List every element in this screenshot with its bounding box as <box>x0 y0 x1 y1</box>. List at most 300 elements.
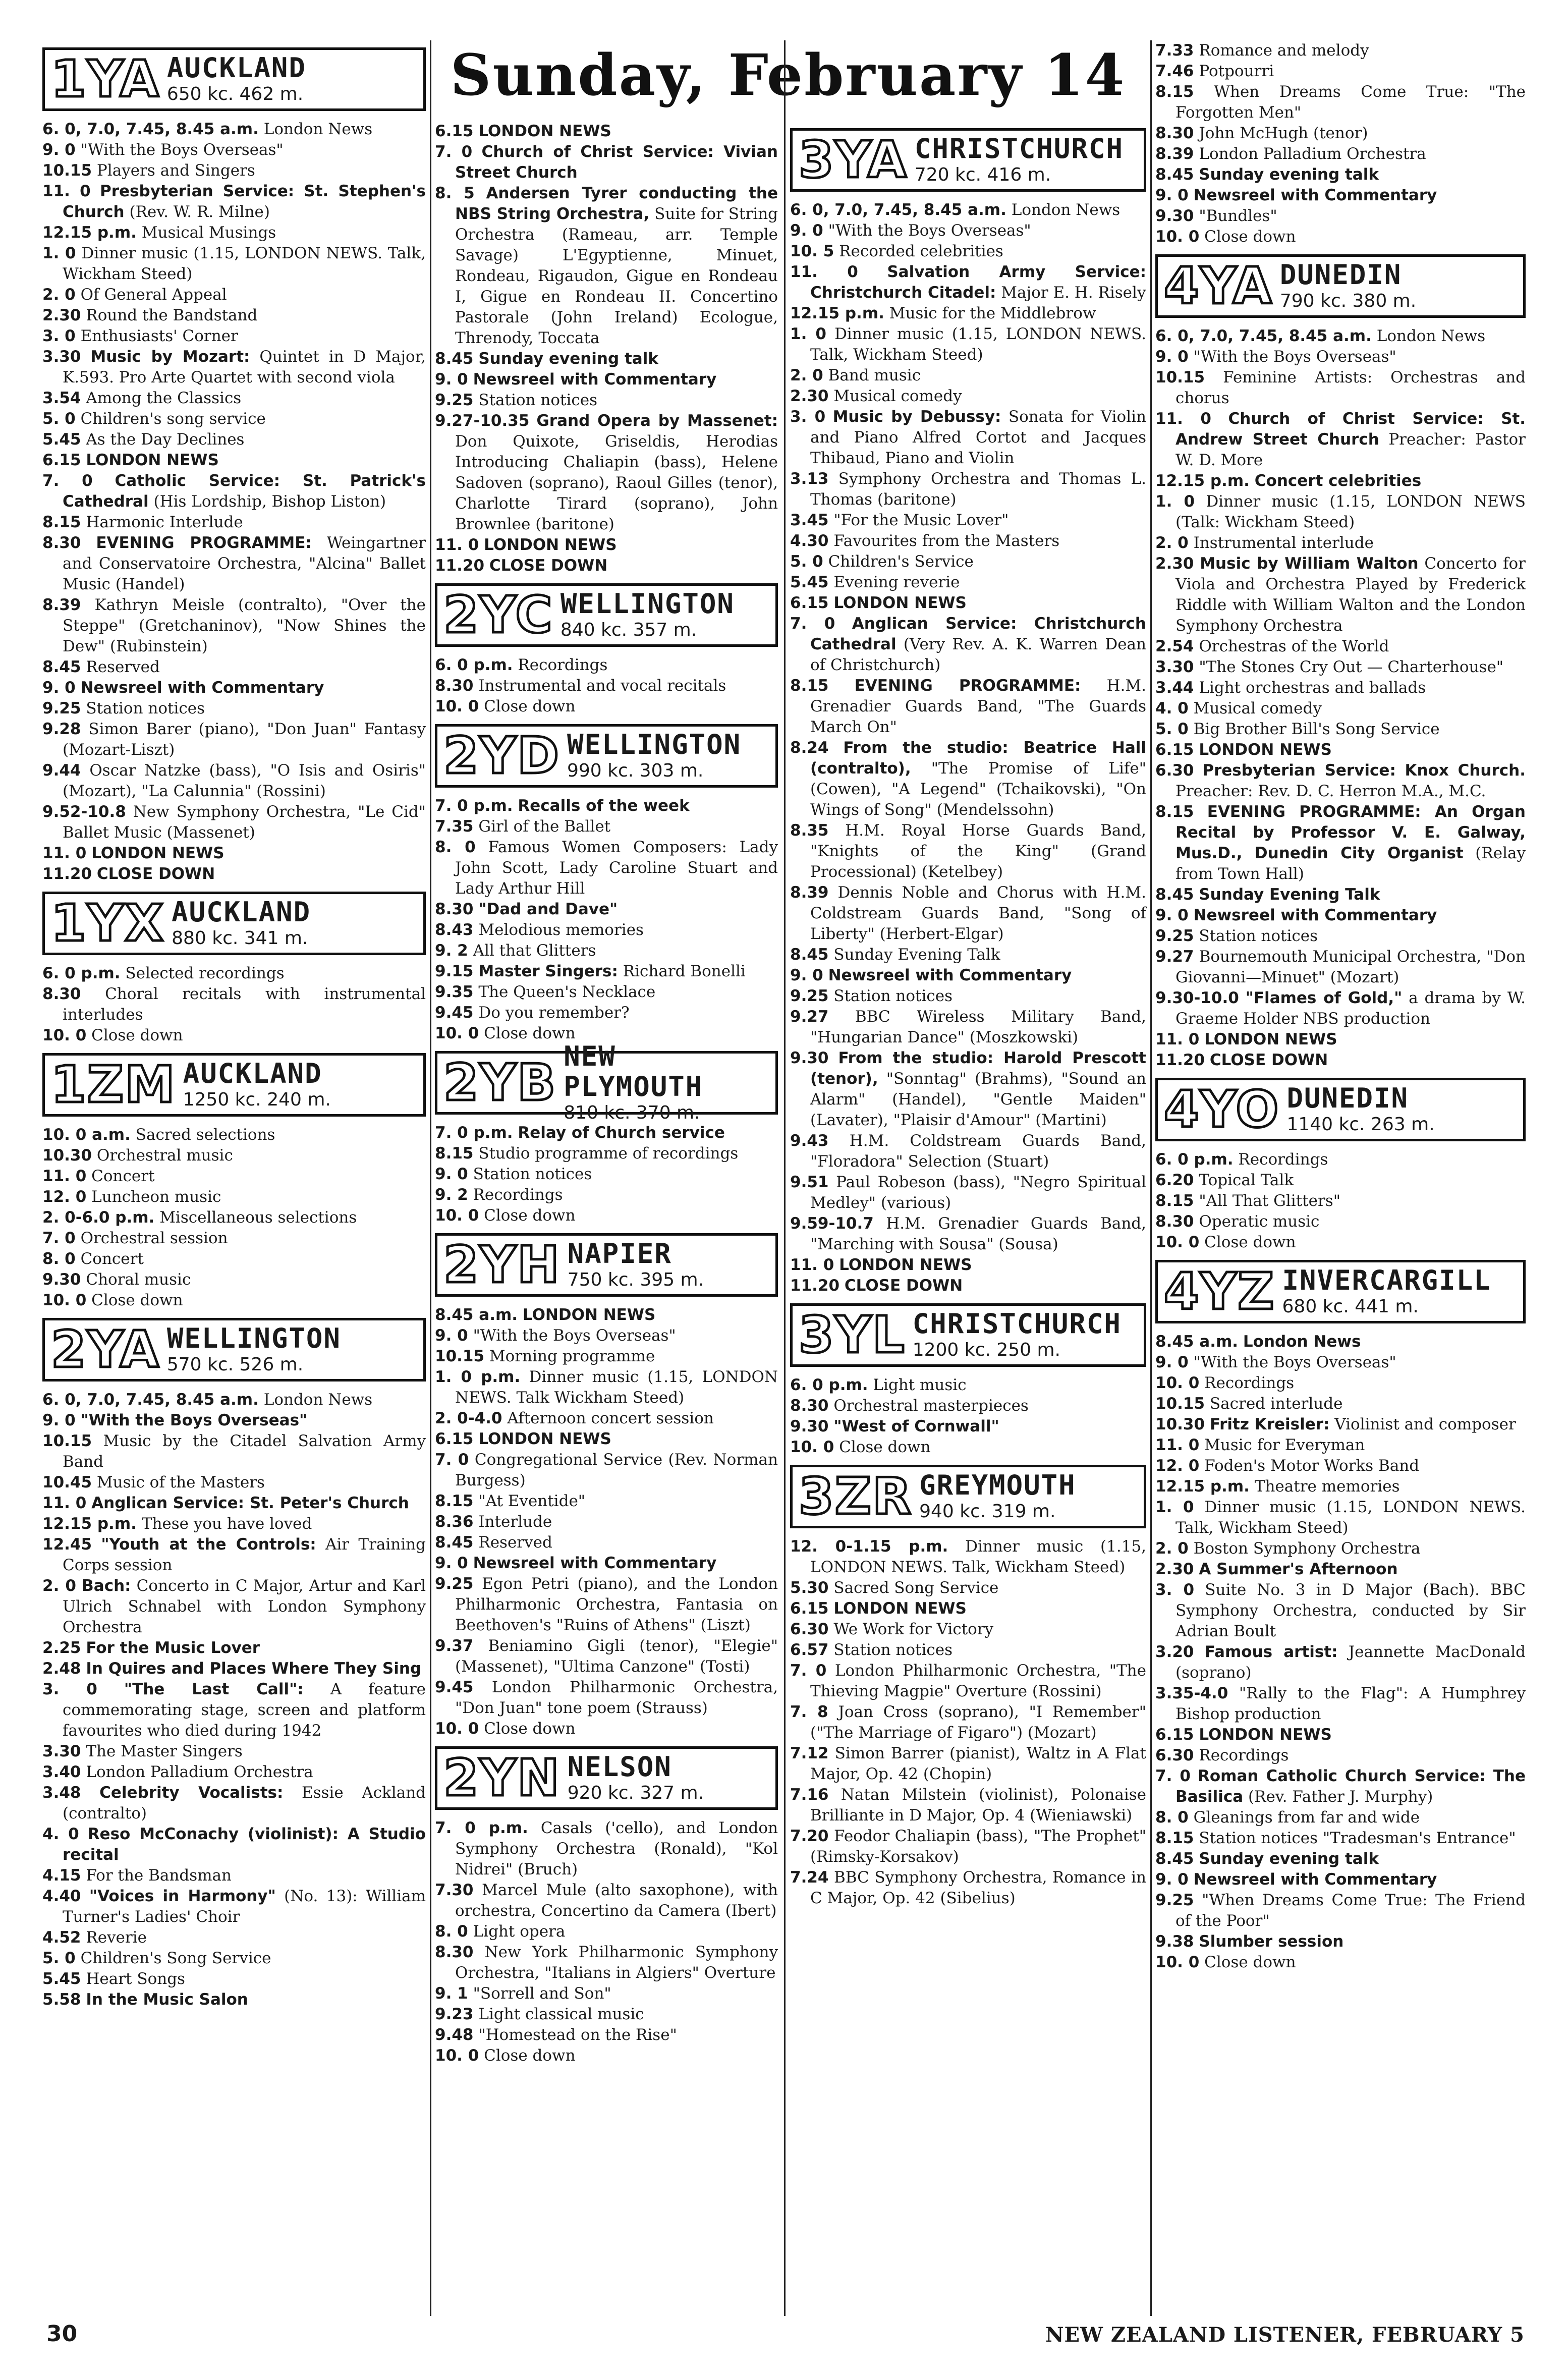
programme-item <box>42 802 426 843</box>
programme-item <box>790 572 1146 593</box>
programme-description: Quintet in D Major, K.593. Pro Arte Quartet with second viola <box>63 348 426 386</box>
programme-time: 9. 0 <box>42 141 76 159</box>
programme-time: 10. 0 <box>435 1720 479 1738</box>
programme-item <box>1155 123 1526 144</box>
programme-description: Close down <box>484 697 576 715</box>
programme-list <box>42 963 426 1046</box>
station-identity <box>913 1309 1138 1361</box>
programme-description: Close down <box>1204 1953 1296 1971</box>
programme-time: 10. 0 <box>435 1024 479 1042</box>
programme-description: Station notices <box>833 1641 953 1659</box>
station-identity <box>1286 1083 1517 1136</box>
station-section <box>1155 1078 1526 1253</box>
programme-description: Light opera <box>473 1922 566 1941</box>
programme-item <box>42 1576 426 1638</box>
programme-item <box>1155 760 1526 802</box>
programme-highlight: Sunday evening talk <box>1199 1850 1379 1868</box>
programme-description: Children's Song Service <box>80 1949 271 1967</box>
programme-highlight: Master Singers: <box>478 962 618 980</box>
programme-description: The Master Singers <box>86 1742 243 1760</box>
programme-highlight: EVENING PROGRAMME: An Organ Recital by Professor V. E. Galway, Mus.D., Dunedin City Organist <box>1175 803 1526 862</box>
programme-time: 6. 0 p.m. <box>790 1376 868 1394</box>
programme-description: H.M. Grenadier Guards Band, "Marching with Sousa" (Sousa) <box>810 1214 1146 1253</box>
station-identity <box>561 589 769 641</box>
programme-item <box>435 390 778 411</box>
programme-description: Close down <box>484 1720 576 1738</box>
station-identity <box>167 1323 417 1376</box>
station-header <box>435 1233 778 1297</box>
programme-highlight: "The Last Call": <box>124 1680 304 1698</box>
programme-time: 8.39 <box>1155 145 1194 163</box>
programme-highlight: CLOSE DOWN <box>1209 1051 1328 1069</box>
programme-time: 2. 0 <box>1155 534 1189 552</box>
station-section <box>435 121 778 576</box>
programme-item <box>1155 1931 1526 1952</box>
programme-time: 10. 0 <box>1155 1233 1200 1251</box>
station-city: DUNEDIN <box>1286 1082 1409 1114</box>
programme-time: 10. 0 <box>435 697 479 715</box>
programme-time: 7.20 <box>790 1827 829 1845</box>
publication-credit: NEW ZEALAND LISTENER, FEBRUARY 5 <box>1045 2323 1525 2347</box>
programme-time: 7.24 <box>790 1868 829 1887</box>
programme-description: H.M. Coldstream Guards Band, "Floradora" Selection (Stuart) <box>810 1132 1146 1171</box>
programme-time: 12. 0-1.15 p.m. <box>790 1537 948 1556</box>
programme-item <box>1155 1538 1526 1559</box>
programme-highlight: LONDON NEWS <box>1199 741 1332 759</box>
programme-time: 7. 8 <box>790 1703 828 1721</box>
programme-time: 9.25 <box>435 1575 474 1593</box>
programme-item <box>1155 1683 1526 1725</box>
programme-time: 2. 0 <box>1155 1539 1189 1558</box>
programme-item <box>435 1164 778 1185</box>
programme-description: Kathryn Meisle (contralto), "Over the Steppe" (Gretchaninov), "Now Shines the Dew" (Rubinstein) <box>63 596 426 655</box>
programme-description: (Rev. W. R. Milne) <box>129 203 270 221</box>
station-section <box>1155 40 1526 247</box>
programme-item <box>42 1638 426 1659</box>
programme-highlight: LONDON NEWS <box>833 594 967 612</box>
programme-description: Oscar Natzke (bass), "O Isis and Osiris" (Mozart), "La Calunnia" (Rossini) <box>63 761 426 800</box>
programme-time: 8.15 <box>435 1492 474 1510</box>
programme-item <box>1155 40 1526 61</box>
programme-time: 7. 0 <box>435 1451 469 1469</box>
programme-list <box>790 200 1146 1296</box>
programme-item <box>435 183 778 349</box>
programme-description: Paul Robeson (bass), "Negro Spiritual Medley" (various) <box>810 1173 1146 1212</box>
programme-highlight: Catholic Service: St. Patrick's Cathedral <box>63 472 426 511</box>
station-section <box>1155 1260 1526 1973</box>
programme-highlight: "Dad and Dave" <box>478 900 618 918</box>
programme-description: Big Brother Bill's Song Service <box>1193 720 1440 738</box>
programme-item <box>42 1514 426 1534</box>
programme-item <box>1155 367 1526 409</box>
programme-item <box>1155 227 1526 247</box>
programme-description: "With the Boys Overseas" <box>1193 1353 1396 1371</box>
programme-description: Dennis Noble and Chorus with H.M. Coldstream Guards Band, "Song of Liberty" (Herbert-Elgar) <box>810 883 1146 943</box>
programme-item <box>1155 1456 1526 1476</box>
programme-description: Round the Bandstand <box>86 306 258 324</box>
programme-item <box>790 220 1146 241</box>
programme-time: 3.30 <box>1155 658 1194 676</box>
station-section <box>1155 254 1526 1071</box>
programme-item <box>435 2046 778 2066</box>
programme-description: Orchestral session <box>80 1229 228 1247</box>
programme-description: Major E. H. Risely <box>1001 284 1146 302</box>
programme-item <box>435 816 778 837</box>
programme-description: Afternoon concert session <box>507 1409 714 1427</box>
station-identity <box>172 897 417 950</box>
programme-description: Close down <box>484 1024 576 1042</box>
programme-description: London Philharmonic Orchestra, "The Thieving Magpie" Overture (Rossini) <box>810 1662 1146 1700</box>
programme-item <box>435 2025 778 2046</box>
programme-description: Close down <box>484 1206 576 1225</box>
programme-item <box>790 1826 1146 1867</box>
programme-time: 3.40 <box>42 1763 81 1781</box>
programme-time: 2.54 <box>1155 637 1194 655</box>
programme-description: Station notices <box>86 699 205 717</box>
page-title: Sunday, February 14 <box>450 42 1126 108</box>
station-identity <box>915 134 1138 186</box>
programme-item <box>790 1276 1146 1296</box>
programme-time: 11.20 <box>435 557 485 575</box>
programme-time: 7. 0 <box>790 615 835 633</box>
programme-highlight: Presbyterian Service: St. Stephen's Church <box>63 182 426 221</box>
programme-time: 7. 0 p.m. <box>435 1819 528 1837</box>
programme-time: 9.52-10.8 <box>42 803 126 821</box>
programme-description: Sacred Song Service <box>833 1579 999 1597</box>
programme-item <box>42 698 426 719</box>
programme-time: 9. 0 <box>1155 906 1189 924</box>
programme-description: Instrumental and vocal recitals <box>478 677 726 695</box>
programme-time: 3.48 <box>42 1784 81 1802</box>
programme-description: Musical comedy <box>833 387 962 405</box>
programme-time: 8.15 <box>1155 83 1194 101</box>
programme-item <box>435 676 778 696</box>
programme-time: 6.15 <box>42 451 81 469</box>
programme-description: Music of the Masters <box>96 1473 265 1491</box>
programme-description: Enthusiasts' Corner <box>80 327 238 345</box>
programme-highlight: In Quires and Places Where They Sing <box>86 1660 422 1678</box>
programme-item <box>435 2004 778 2025</box>
programme-description: Concerto for Viola and Orchestra Played by Frederick Riddle with William Walton and the London Symphony Orchestra <box>1175 555 1526 635</box>
programme-item <box>42 864 426 885</box>
programme-time: 3.30 <box>42 1742 81 1760</box>
programme-description: Recordings <box>1238 1150 1328 1169</box>
programme-highlight: Relay of Church service <box>518 1124 725 1142</box>
programme-item <box>435 411 778 535</box>
programme-description: Famous Women Composers: Lady John Scott, Lady Caroline Stuart and Lady Arthur Hill <box>455 838 778 898</box>
station-callsign: 2YN <box>443 1748 561 1807</box>
programme-time: 8. 0 <box>435 838 476 856</box>
programme-time: 2. 0 <box>42 286 76 304</box>
programme-item <box>1155 1476 1526 1497</box>
programme-description: Miscellaneous selections <box>159 1208 357 1227</box>
programme-description: New Symphony Orchestra, "Le Cid" Ballet Music (Massenet) <box>63 803 426 842</box>
programme-description: (Rev. Father J. Murphy) <box>1248 1788 1433 1806</box>
programme-description: A feature commemorating stage, screen and platform favourites who died during 1942 <box>63 1680 426 1740</box>
programme-highlight: "Voices in Harmony" <box>89 1887 276 1905</box>
station-city: CHRISTCHURCH <box>914 133 1124 164</box>
station-city: NEW PLYMOUTH <box>564 1040 703 1102</box>
programme-item <box>42 1679 426 1741</box>
programme-item <box>435 1532 778 1553</box>
programme-item <box>42 243 426 285</box>
station-identity <box>568 1752 769 1804</box>
programme-description: London News <box>263 120 373 138</box>
programme-time: 6. 0, 7.0, 7.45, 8.45 a.m. <box>790 201 1006 219</box>
programme-item <box>435 1123 778 1143</box>
programme-time: 2.48 <box>42 1660 81 1678</box>
programme-item <box>1155 1580 1526 1642</box>
programme-item <box>790 676 1146 738</box>
programme-item <box>435 1408 778 1429</box>
programme-item <box>1155 1029 1526 1050</box>
programme-item <box>790 738 1146 820</box>
programme-item <box>790 510 1146 531</box>
programme-time: 11. 0 <box>435 536 479 554</box>
station-city: WELLINGTON <box>567 729 742 760</box>
programme-description: Dinner music (1.15, LONDON NEWS. Talk, Wickham Steed) <box>810 325 1146 364</box>
programme-highlight: Grand Opera by Massenet: <box>536 412 778 430</box>
programme-item <box>790 324 1146 365</box>
programme-description: "With the Boys Overseas" <box>473 1326 676 1345</box>
programme-highlight: Music by Mozart: <box>90 348 250 366</box>
programme-time: 9.30 <box>42 1270 81 1289</box>
programme-item <box>1155 1725 1526 1745</box>
programme-item <box>1155 1414 1526 1435</box>
station-header <box>42 1318 426 1381</box>
programme-time: 1. 0 p.m. <box>435 1368 521 1386</box>
programme-time: 1. 0 <box>1155 1498 1194 1516</box>
programme-time: 12. 0 <box>1155 1457 1200 1475</box>
programme-list <box>435 796 778 1044</box>
programme-time: 6.15 <box>790 594 829 612</box>
programme-time: 2.30 <box>42 306 81 324</box>
programme-item <box>1155 185 1526 206</box>
station-header <box>790 1465 1146 1528</box>
programme-description: Theatre memories <box>1254 1477 1400 1496</box>
programme-description: Close down <box>91 1291 183 1309</box>
programme-highlight: LONDON NEWS <box>1204 1030 1337 1048</box>
programme-item <box>790 593 1146 614</box>
programme-item <box>435 1983 778 2004</box>
station-frequency: 1250 kc. 240 m. <box>183 1089 331 1110</box>
station-section <box>790 1465 1146 1909</box>
programme-time: 8.15 <box>1155 803 1194 821</box>
programme-description: Foden's Motor Works Band <box>1204 1457 1420 1475</box>
programme-item <box>42 1472 426 1493</box>
programme-time: 4. 0 <box>42 1825 79 1843</box>
programme-description: Feodor Chaliapin (bass), "The Prophet" (Rimsky-Korsakov) <box>810 1827 1146 1866</box>
programme-item <box>42 1989 426 2010</box>
programme-list <box>42 1390 426 2010</box>
programme-item <box>42 1927 426 1948</box>
station-city: AUCKLAND <box>183 1058 322 1089</box>
programme-item <box>1155 1232 1526 1253</box>
programme-item <box>1155 1745 1526 1766</box>
programme-time: 8.30 <box>435 1943 474 1961</box>
programme-item <box>1155 947 1526 988</box>
programme-time: 11.20 <box>42 865 92 883</box>
station-frequency: 880 kc. 341 m. <box>172 928 308 949</box>
programme-list <box>1155 1332 1526 1973</box>
programme-description: Music for Everyman <box>1204 1436 1365 1454</box>
programme-time: 8.45 <box>435 350 474 368</box>
programme-item <box>42 1741 426 1762</box>
programme-item <box>42 450 426 471</box>
programme-time: 10. 0 <box>42 1026 87 1044</box>
programme-time: 8.39 <box>42 596 81 614</box>
programme-highlight: LONDON NEWS <box>478 122 611 140</box>
programme-time: 9. 0 <box>1155 1353 1189 1371</box>
programme-item <box>42 429 426 450</box>
programme-time: 11. 0 <box>1155 1030 1200 1048</box>
programme-item <box>42 678 426 698</box>
programme-item <box>1155 988 1526 1029</box>
programme-highlight: LONDON NEWS <box>86 451 219 469</box>
programme-highlight: Church of Christ Service: St. Andrew Street Church <box>1175 410 1526 449</box>
programme-time: 8.15 <box>42 513 81 531</box>
station-callsign: 2YH <box>443 1235 561 1294</box>
programme-highlight: Sunday evening talk <box>1199 165 1379 184</box>
programme-description: Luncheon music <box>91 1188 221 1206</box>
programme-item <box>435 1205 778 1226</box>
programme-highlight: Recalls of the week <box>518 797 690 815</box>
programme-time: 9. 0 <box>435 370 468 389</box>
programme-time: 8.35 <box>790 821 829 840</box>
station-city: GREYMOUTH <box>919 1469 1076 1501</box>
programme-description: Dinner music (1.15, LONDON NEWS. Talk, Wickham Steed) <box>1175 1498 1526 1537</box>
programme-description: Dinner music (1.15, LONDON NEWS. Talk, Wickham Steed) <box>63 244 426 283</box>
station-header <box>42 47 426 111</box>
programme-description: Evening reverie <box>833 573 960 591</box>
programme-item <box>1155 1332 1526 1352</box>
programme-item <box>1155 326 1526 347</box>
programme-item <box>42 1187 426 1207</box>
programme-description: Sacred selections <box>135 1126 275 1144</box>
programme-item <box>42 1762 426 1783</box>
programme-time: 10.15 <box>1155 1395 1205 1413</box>
programme-time: 9.30 <box>790 1417 829 1435</box>
programme-time: 9.37 <box>435 1637 474 1655</box>
programme-item <box>1155 905 1526 926</box>
programme-time: 9.25 <box>42 699 81 717</box>
programme-time: 9.48 <box>435 2026 474 2044</box>
programme-time: 5.45 <box>790 573 829 591</box>
programme-time: 3. 0 <box>1155 1581 1195 1599</box>
programme-time: 9.25 <box>435 391 474 409</box>
programme-description: Heart Songs <box>86 1970 185 1988</box>
programme-time: 8.39 <box>790 883 829 902</box>
programme-description: "When Dreams Come True: The Friend of the Poor" <box>1175 1891 1526 1930</box>
programme-item <box>1155 61 1526 82</box>
programme-time: 10. 0 <box>435 2047 479 2065</box>
station-callsign: 1YA <box>51 49 160 108</box>
programme-item <box>1155 1497 1526 1538</box>
programme-time: 8. 0 <box>42 1250 76 1268</box>
programme-item <box>435 837 778 899</box>
programme-time: 9. 0 <box>435 1165 468 1183</box>
programme-highlight: Newsreel with Commentary <box>828 966 1072 984</box>
programme-item <box>42 1824 426 1865</box>
programme-highlight: For the Music Lover <box>86 1639 260 1657</box>
programme-item <box>435 1450 778 1491</box>
programme-item <box>435 796 778 816</box>
programme-item <box>790 1536 1146 1578</box>
programme-time: 7. 0 <box>435 143 473 161</box>
programme-description: Operatic music <box>1199 1212 1320 1231</box>
programme-description: Joan Cross (soprano), "I Remember" ("The Marriage of Figaro") (Mozart) <box>810 1703 1146 1742</box>
programme-time: 2.30 <box>1155 1560 1194 1578</box>
programme-time: 9. 1 <box>435 1984 468 2003</box>
programme-highlight: Slumber session <box>1199 1932 1344 1951</box>
programme-item <box>790 407 1146 469</box>
programme-description: Orchestral masterpieces <box>833 1397 1029 1415</box>
programme-list <box>435 121 778 576</box>
programme-description: Light classical music <box>478 2005 644 2023</box>
programme-description: Egon Petri (piano), and the London Philharmonic Orchestra, Fantasia on Beethoven's "Ruins of Athens" (Liszt) <box>455 1575 778 1634</box>
programme-highlight: Salvation Army Service: Christchurch Citadel: <box>810 263 1146 302</box>
programme-time: 6.15 <box>435 122 474 140</box>
programme-item <box>1155 1211 1526 1232</box>
programme-item <box>790 882 1146 945</box>
station-identity <box>1280 260 1517 312</box>
programme-item <box>435 1553 778 1574</box>
station-city: CHRISTCHURCH <box>912 1308 1122 1340</box>
programme-list <box>1155 40 1526 247</box>
programme-time: 8.45 <box>1155 165 1194 184</box>
programme-time: 2. 0 <box>42 1577 76 1595</box>
programme-description: Reserved <box>86 658 160 676</box>
programme-highlight: EVENING PROGRAMME: <box>854 677 1081 695</box>
programme-description: "Sorrell and Son" <box>473 1984 611 2003</box>
programme-time: 6. 0 p.m. <box>1155 1150 1234 1169</box>
programme-time: 5.45 <box>42 1970 81 1988</box>
programme-item <box>1155 1828 1526 1849</box>
programme-list <box>435 1123 778 1226</box>
programme-time: 9. 0 <box>1155 186 1189 204</box>
programme-description: "With the Boys Overseas" <box>1193 348 1396 366</box>
programme-time: 10.15 <box>435 1347 485 1365</box>
programme-list <box>1155 326 1526 1071</box>
programme-time: 6.30 <box>790 1620 829 1638</box>
programme-description: Studio programme of recordings <box>478 1144 739 1163</box>
programme-item <box>42 1390 426 1410</box>
programme-highlight: Sunday evening talk <box>478 350 658 368</box>
programme-list <box>1155 1149 1526 1253</box>
programme-time: 12.45 <box>42 1535 92 1554</box>
programme-description: "Sonntag" (Brahms), "Sound an Alarm" (Handel), "Gentle Maiden" (Lavater), "Plaisir d'Amour" (Martini) <box>810 1070 1146 1129</box>
programme-item <box>790 262 1146 303</box>
programme-time: 9.27 <box>790 1008 829 1026</box>
programme-time: 8.15 <box>1155 1829 1194 1847</box>
station-frequency: 750 kc. 395 m. <box>567 1269 704 1290</box>
programme-item <box>42 1166 426 1187</box>
programme-list <box>42 1125 426 1311</box>
programme-time: 3.45 <box>790 511 829 529</box>
programme-time: 9. 0 <box>1155 1870 1189 1889</box>
programme-description: Bournemouth Municipal Orchestra, "Don Giovanni—Minuet" (Mozart) <box>1175 948 1526 986</box>
programme-item <box>42 223 426 243</box>
programme-description: Children's song service <box>80 410 266 428</box>
programme-description: Recorded celebrities <box>839 242 1003 260</box>
programme-highlight: Newsreel with Commentary <box>1193 1870 1437 1889</box>
programme-description: "Rally to the Flag": A Humphrey Bishop production <box>1175 1684 1526 1723</box>
programme-time: 10. 0 <box>1155 1953 1200 1971</box>
programme-highlight: LONDON NEWS <box>839 1256 972 1274</box>
programme-time: 9.45 <box>435 1004 474 1022</box>
programme-description: Concerto in C Major, Artur and Karl Ulrich Schnabel with London Symphony Orchestra <box>63 1577 426 1636</box>
station-frequency: 680 kc. 441 m. <box>1282 1296 1419 1317</box>
